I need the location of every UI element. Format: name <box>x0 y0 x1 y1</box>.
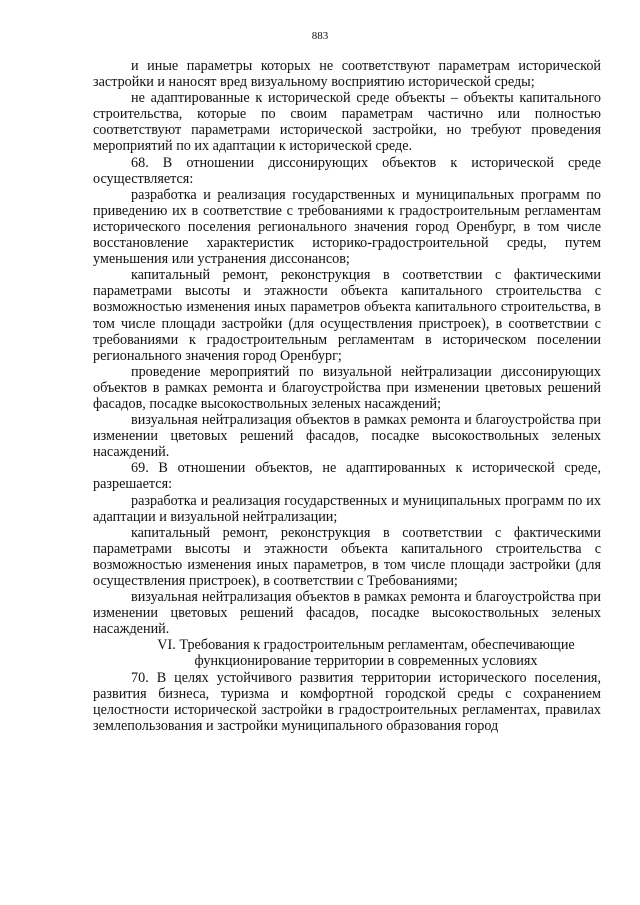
paragraph-69: 69. В отношении объектов, не адаптированных к исторической среде, разрешается: <box>93 460 601 493</box>
paragraph: и иные параметры которых не соответствуют параметрам исторической застройки и наносят вред визуальному восприятию исторической среды; <box>93 58 601 91</box>
paragraph-68: 68. В отношении диссонирующих объектов к исторической среде осуществляется: <box>93 154 601 187</box>
body-text <box>93 58 601 734</box>
paragraph: визуальная нейтрализация объектов в рамках ремонта и благоустройства при изменении цветовых решений фасадов, посадке высокоствольных зеленых насаждений. <box>93 589 601 638</box>
paragraph: разработка и реализация государственных и муниципальных программ по приведению их в соответствие с требованиями к градостроительным регламентам исторического поселения регионального значения город Оренбург, в том числе восстановление характеристик историко-градостроительной среды, путем уменьшения или устранения диссонансов; <box>93 186 601 268</box>
paragraph: не адаптированные к исторической среде объекты – объекты капитального строительства, которые по своим параметрам частично или полностью соответствуют параметрами исторической застройки, но требуют проведения мероприятий по их адаптации к исторической среде. <box>93 90 601 155</box>
paragraph-70: 70. В целях устойчивого развития территории исторического поселения, развития бизнеса, туризма и комфортной городской среды с сохранением целостности исторической застройки в градостроительных регламентах, правилах землепользования и застройки муниципального образования город <box>93 669 601 734</box>
paragraph: разработка и реализация государственных и муниципальных программ по их адаптации и визуальной нейтрализации; <box>93 492 601 525</box>
paragraph: капитальный ремонт, реконструкция в соответствии с фактическими параметрами высоты и этажности объекта капитального строительства с возможностью изменения иных параметров, в том числе площади застройки (для осуществления пристроек), в соответствии с Требованиями; <box>93 524 601 589</box>
section-heading-line: VI. Требования к градостроительным регламентам, обеспечивающие <box>157 637 575 654</box>
section-heading <box>93 637 601 669</box>
paragraph: визуальная нейтрализация объектов в рамках ремонта и благоустройства при изменении цветовых решений фасадов, посадке высокоствольных зеленых насаждений. <box>93 412 601 461</box>
page-number: 883 <box>311 30 329 42</box>
paragraph: капитальный ремонт, реконструкция в соответствии с фактическими параметрами высоты и этажности объекта капитального строительства с возможностью изменения иных параметров объекта капитального строительства, в том числе площади застройки (для осуществления пристроек), в соответствии с требованиями к градостроительным регламентам в историческом поселении регионального значения город Оренбург; <box>93 267 601 364</box>
section-heading-line: функционирование территории в современных условиях <box>194 653 538 670</box>
paragraph: проведение мероприятий по визуальной нейтрализации диссонирующих объектов в рамках ремонта и благоустройства при изменении цветовых решений фасадов, посадке высокоствольных зеленых насаждений; <box>93 363 601 412</box>
